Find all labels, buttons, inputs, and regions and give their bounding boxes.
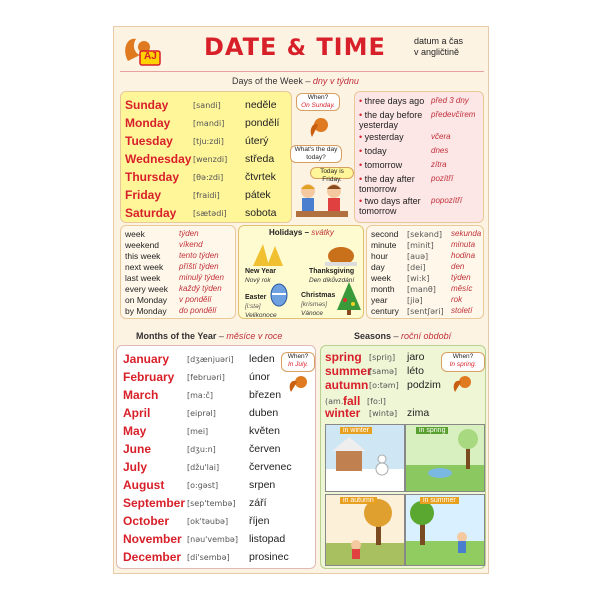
holiday-cz: Velikonoce xyxy=(245,312,277,319)
relative-day-cz: před 3 dny xyxy=(431,96,469,105)
months-panel xyxy=(116,345,316,569)
winter-scene-icon xyxy=(326,425,404,491)
day-ipa: [tju:zdi] xyxy=(193,137,224,146)
autumn-scene-icon xyxy=(326,495,404,565)
spring-picture xyxy=(405,424,485,492)
autumn-picture xyxy=(325,494,405,566)
week-word-en: this week xyxy=(125,251,161,261)
week-word-cz: každý týden xyxy=(179,284,222,293)
month-ipa: [mei] xyxy=(187,427,209,436)
seasons-bubble-when: When? xyxy=(452,353,474,360)
holiday-ipa: [i:stə] xyxy=(245,303,261,310)
season-ipa: [wintə] xyxy=(369,409,398,418)
day-ipa: [fraidi] xyxy=(193,191,220,200)
seasons-heading: Seasons – roční období xyxy=(354,331,452,341)
season-name: summer xyxy=(325,364,372,378)
summer-label: in summer xyxy=(420,497,459,504)
day-ipa: [sætədi] xyxy=(193,209,227,218)
month-ipa: [dʒænjuəri] xyxy=(187,355,234,364)
time-unit-ipa: [jiə] xyxy=(407,296,423,305)
week-word-cz: tento týden xyxy=(179,251,219,260)
season-ipa: [fo:l] xyxy=(367,397,386,406)
month-name: July xyxy=(123,460,148,474)
season-name: fall xyxy=(343,394,361,408)
season-cz: jaro xyxy=(407,351,425,363)
when-bubble-days xyxy=(296,93,340,111)
week-word-en: next week xyxy=(125,262,164,272)
time-unit-ipa: [auə] xyxy=(407,252,429,261)
month-cz: září xyxy=(249,497,267,509)
time-unit-en: month xyxy=(371,284,395,294)
month-name: November xyxy=(123,532,182,546)
day-cz: pondělí xyxy=(245,117,280,129)
months-heading-cz: měsíce v roce xyxy=(226,331,283,341)
holiday-cz: Nový rok xyxy=(245,277,271,284)
days-heading: Days of the Week – dny v týdnu xyxy=(232,76,359,86)
month-name: October xyxy=(123,514,170,528)
day-name: Tuesday xyxy=(125,134,173,148)
spring-label: in spring xyxy=(416,427,448,434)
season-cz: léto xyxy=(407,365,424,377)
week-word-cz: minulý týden xyxy=(179,273,224,282)
month-cz: říjen xyxy=(249,515,270,527)
subtitle-line1: datum a čas xyxy=(414,36,464,46)
season-prefix: (am.) xyxy=(325,397,347,406)
relative-day-en: • today xyxy=(359,146,427,156)
season-ipa: [spriŋ] xyxy=(369,353,396,362)
month-name: June xyxy=(123,442,152,456)
seasons-heading-cz: roční období xyxy=(401,331,452,341)
week-words-panel xyxy=(120,225,236,319)
bubble-question-text: What's the day today? xyxy=(294,146,338,161)
relative-day-cz: předevčírem xyxy=(431,110,476,119)
day-name: Thursday xyxy=(125,170,180,184)
season-name: spring xyxy=(325,350,362,364)
day-cz: čtvrtek xyxy=(245,171,276,183)
month-ipa: [dʒu:n] xyxy=(187,445,216,454)
holidays-panel xyxy=(238,225,364,319)
logo-squirrel xyxy=(122,33,162,69)
relative-day-en: • the day before yesterday xyxy=(359,110,427,130)
time-unit-en: day xyxy=(371,262,385,272)
title-amp: & xyxy=(286,36,307,61)
question-bubble xyxy=(290,145,342,163)
holidays-heading-en: Holidays xyxy=(269,228,303,237)
month-ipa: [februəri] xyxy=(187,373,225,382)
holiday-ipa: [krisməs] xyxy=(301,301,327,308)
week-word-en: every week xyxy=(125,284,168,294)
month-cz: únor xyxy=(249,371,271,383)
easter-egg-icon xyxy=(269,282,289,308)
holiday-en: Easter xyxy=(245,294,267,301)
day-name: Friday xyxy=(125,188,162,202)
days-panel xyxy=(120,91,292,223)
relative-day-en: • the day after tomorrow xyxy=(359,174,427,194)
day-name: Monday xyxy=(125,116,171,130)
month-name: March xyxy=(123,388,159,402)
day-ipa: [θə:zdi] xyxy=(193,173,224,182)
season-name: autumn xyxy=(325,378,369,392)
time-unit-ipa: [sekənd] xyxy=(407,230,443,239)
bubble-when-text: When? xyxy=(307,94,329,101)
week-word-en: on Monday xyxy=(125,295,168,305)
day-ipa: [sandi] xyxy=(193,101,221,110)
logo-text: AJ xyxy=(144,51,157,62)
days-illustration xyxy=(292,91,352,223)
month-cz: prosinec xyxy=(249,551,289,563)
day-cz: sobota xyxy=(245,207,277,219)
header-divider xyxy=(120,71,484,72)
squirrel-icon xyxy=(306,115,336,139)
squirrel-icon-seasons xyxy=(451,372,477,394)
season-ipa: [samə] xyxy=(369,367,398,376)
holidays-heading-cz: svátky xyxy=(311,228,334,237)
month-name: August xyxy=(123,478,165,492)
months-heading-en: Months of the Year xyxy=(136,331,217,341)
day-ipa: [wenzdi] xyxy=(193,155,228,164)
relative-day-cz: popozítří xyxy=(431,196,463,205)
week-word-cz: týden xyxy=(179,229,199,238)
summer-scene-icon xyxy=(406,495,484,565)
month-name: February xyxy=(123,370,175,384)
relative-day-cz: dnes xyxy=(431,146,449,155)
relative-day-en: • two days after tomorrow xyxy=(359,196,427,216)
month-cz: duben xyxy=(249,407,279,419)
relative-day-en: • tomorrow xyxy=(359,160,427,170)
week-word-cz: příští týden xyxy=(179,262,219,271)
relative-day-cz: pozítří xyxy=(431,174,454,183)
time-unit-cz: století xyxy=(451,306,473,315)
relative-days-panel xyxy=(354,91,484,223)
reply-bubble xyxy=(310,167,354,183)
autumn-label: in autumn xyxy=(340,497,377,504)
time-unit-ipa: [minit] xyxy=(407,241,434,250)
time-unit-ipa: [dei] xyxy=(407,263,426,272)
month-ipa: [o:gəst] xyxy=(187,481,219,490)
page-title xyxy=(204,33,386,61)
week-word-cz: víkend xyxy=(179,240,203,249)
month-name: December xyxy=(123,550,182,564)
relative-day-cz: zítra xyxy=(431,160,447,169)
title-time: TIME xyxy=(316,33,386,61)
time-unit-cz: týden xyxy=(451,273,471,282)
season-cz: podzim xyxy=(407,379,441,391)
week-word-en: last week xyxy=(125,273,161,283)
week-word-cz: do pondělí xyxy=(179,306,217,315)
children-icon xyxy=(294,181,350,221)
time-unit-en: second xyxy=(371,229,399,239)
turkey-icon xyxy=(323,240,359,268)
time-unit-en: hour xyxy=(371,251,389,261)
month-ipa: [sep'tembə] xyxy=(187,499,236,508)
bubble-answer-text: On Sunday. xyxy=(301,102,335,109)
new-year-icon xyxy=(249,240,285,268)
time-unit-cz: sekunda xyxy=(451,229,482,238)
squirrel-icon-months xyxy=(287,372,313,394)
month-name: May xyxy=(123,424,147,438)
month-cz: březen xyxy=(249,389,282,401)
summer-picture xyxy=(405,494,485,566)
days-heading-en: Days of the Week xyxy=(232,76,303,86)
holiday-en: Thanksgiving xyxy=(309,268,355,275)
christmas-tree-icon xyxy=(335,280,363,316)
time-unit-cz: rok xyxy=(451,295,463,304)
bubble-reply-text: Today is Friday. xyxy=(320,168,344,183)
time-unit-ipa: [wi:k] xyxy=(407,274,430,283)
seasons-bubble-answer: In spring. xyxy=(449,361,477,368)
seasons-panel xyxy=(320,345,486,569)
month-cz: srpen xyxy=(249,479,276,491)
time-unit-ipa: [manθ] xyxy=(407,285,436,294)
seasons-heading-en: Seasons xyxy=(354,331,392,341)
month-ipa: [nəu'vembə] xyxy=(187,535,238,544)
months-heading: Months of the Year – měsíce v roce xyxy=(136,331,283,341)
week-word-cz: v pondělí xyxy=(179,295,212,304)
month-cz: květen xyxy=(249,425,280,437)
time-unit-cz: minuta xyxy=(451,240,476,249)
month-cz: listopad xyxy=(249,533,286,545)
holiday-cz: Den díkůvzdání xyxy=(309,277,355,284)
days-heading-cz: dny v týdnu xyxy=(312,76,359,86)
month-ipa: [džu'lai] xyxy=(187,463,220,472)
week-word-en: weekend xyxy=(125,240,160,250)
page-subtitle xyxy=(414,36,484,58)
relative-day-en: • three days ago xyxy=(359,96,427,106)
month-ipa: [ma:č] xyxy=(187,391,214,400)
holidays-heading: Holidays – svátky xyxy=(269,228,334,237)
poster xyxy=(113,26,489,574)
time-unit-cz: den xyxy=(451,262,465,271)
relative-day-cz: včera xyxy=(431,132,451,141)
day-name: Sunday xyxy=(125,98,169,112)
title-date: DATE xyxy=(204,33,278,61)
season-ipa: [o:təm] xyxy=(369,381,399,390)
spring-scene-icon xyxy=(406,425,484,491)
time-unit-en: minute xyxy=(371,240,397,250)
when-bubble-months xyxy=(281,352,315,372)
month-cz: červen xyxy=(249,443,281,455)
month-ipa: [di'sembə] xyxy=(187,553,230,562)
season-name: winter xyxy=(325,406,361,420)
time-unit-ipa: [sentʃəri] xyxy=(407,307,444,316)
winter-label: in winter xyxy=(340,427,372,434)
day-cz: pátek xyxy=(245,189,271,201)
month-ipa: [eiprəl] xyxy=(187,409,216,418)
day-ipa: [mandi] xyxy=(193,119,225,128)
winter-picture xyxy=(325,424,405,492)
holiday-en: New Year xyxy=(245,268,277,275)
months-bubble-answer: In July. xyxy=(287,361,309,368)
time-unit-en: century xyxy=(371,306,399,316)
month-name: January xyxy=(123,352,170,366)
week-word-en: week xyxy=(125,229,145,239)
time-unit-cz: měsíc xyxy=(451,284,473,293)
month-name: April xyxy=(123,406,151,420)
months-bubble-when: When? xyxy=(287,353,309,360)
season-cz: zima xyxy=(407,407,430,419)
time-units-panel xyxy=(366,225,484,319)
month-ipa: [ok'təubə] xyxy=(187,517,229,526)
day-cz: neděle xyxy=(245,99,277,111)
month-name: September xyxy=(123,496,186,510)
day-name: Saturday xyxy=(125,206,177,220)
day-cz: středa xyxy=(245,153,275,165)
relative-day-en: • yesterday xyxy=(359,132,427,142)
day-cz: úterý xyxy=(245,135,269,147)
holiday-en: Christmas xyxy=(301,292,336,299)
day-name: Wednesday xyxy=(125,152,192,166)
week-word-en: by Monday xyxy=(125,306,167,316)
month-cz: červenec xyxy=(249,461,292,473)
month-cz: leden xyxy=(249,353,275,365)
when-bubble-seasons xyxy=(441,352,485,372)
time-unit-en: year xyxy=(371,295,388,305)
subtitle-line2: v angličtině xyxy=(414,47,460,57)
time-unit-cz: hodina xyxy=(451,251,476,260)
holiday-cz: Vánoce xyxy=(301,310,324,317)
time-unit-en: week xyxy=(371,273,391,283)
